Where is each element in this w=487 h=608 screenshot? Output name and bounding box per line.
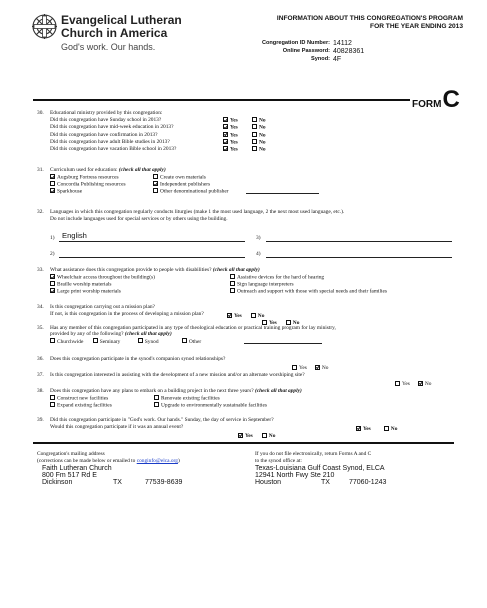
q30-row-adult-bible: Did this congregation have adult Bible studies in 2013? Yes No bbox=[50, 138, 266, 146]
congregation-street: 800 Fm 517 Rd E bbox=[42, 472, 97, 479]
q35-prompt-line2: provided by any of the following? (check all that apply) bbox=[50, 331, 172, 337]
q30-rows bbox=[50, 117, 290, 153]
q30-no-checkbox[interactable] bbox=[252, 132, 257, 137]
synod-office-city: Houston bbox=[255, 479, 282, 486]
language-slot-3-number: 3) bbox=[256, 235, 261, 241]
q31-independent-checkbox[interactable] bbox=[153, 181, 158, 186]
q35-options: Churchwide Seminary Synod Other bbox=[50, 338, 201, 345]
q37-answer: Yes No bbox=[395, 372, 431, 390]
q32-prompt-line2: Do not include languages used for special services or by others using the building. bbox=[50, 216, 228, 222]
q30-row-sunday-school: Did this congregation have Sunday school in 2013? Yes No bbox=[50, 117, 266, 124]
q35-prompt-line1: 35. Has any member of this congregation participated in any type of theological education or practical training program for lay ministry, bbox=[37, 325, 336, 331]
org-name-line1: Evangelical Lutheran bbox=[61, 13, 182, 27]
q34-answer1: Yes No bbox=[227, 304, 264, 322]
elca-cross-logo bbox=[31, 13, 58, 40]
org-name-line2: Church in America bbox=[61, 26, 168, 40]
q33-option-sign: Sign language interpreters bbox=[230, 281, 294, 288]
q36-no-checkbox[interactable] bbox=[315, 365, 320, 370]
q34-developing-yes-checkbox[interactable] bbox=[262, 320, 267, 325]
congregation-id-label: Congregation ID Number: bbox=[261, 40, 330, 46]
q31-option-concordia: Concordia Publishing resources bbox=[50, 181, 126, 188]
q39-participated-no-checkbox[interactable] bbox=[384, 426, 389, 431]
q30-yes-checkbox[interactable] bbox=[223, 124, 228, 129]
language-slot-1-number: 1) bbox=[50, 235, 55, 241]
form-word: FORM bbox=[412, 99, 442, 110]
q35-other-input[interactable] bbox=[244, 343, 322, 344]
q34-mission-plan-yes-checkbox[interactable] bbox=[227, 313, 232, 318]
q39-annual-no-checkbox[interactable] bbox=[262, 433, 267, 438]
q33-sign-checkbox[interactable] bbox=[230, 281, 235, 286]
q39-annual-yes-checkbox[interactable] bbox=[238, 433, 243, 438]
q33-braille-checkbox[interactable] bbox=[50, 281, 55, 286]
congregation-name: Faith Lutheran Church bbox=[42, 465, 112, 472]
synod-office-name: Texas-Louisiana Gulf Coast Synod, ELCA bbox=[255, 465, 385, 472]
q39-participated-yes-checkbox[interactable] bbox=[356, 426, 361, 431]
q38-option-renovate: Renovate existing facilities bbox=[154, 395, 220, 402]
q34-prompt-line2: If not, is this congregation in the process of developing a mission plan? bbox=[50, 311, 204, 317]
q35-synod-checkbox[interactable] bbox=[138, 338, 143, 343]
q38-renovate-checkbox[interactable] bbox=[154, 395, 159, 400]
q34-mission-plan-no-checkbox[interactable] bbox=[251, 313, 256, 318]
form-title-line2: FOR THE YEAR ENDING 2013 bbox=[370, 23, 463, 30]
synod-office-state: TX bbox=[321, 479, 330, 486]
online-password-value: 40828361 bbox=[333, 47, 365, 55]
q36-yes-checkbox[interactable] bbox=[292, 365, 297, 370]
form-label bbox=[412, 86, 460, 114]
q33-prompt: 33. What assistance does this congregation provide to people with disabilities? (check all that apply) bbox=[37, 267, 260, 273]
q31-other-publisher-input[interactable] bbox=[246, 193, 319, 194]
online-password-label: Online Password: bbox=[282, 48, 330, 54]
q35-churchwide-checkbox[interactable] bbox=[50, 338, 55, 343]
q33-outreach-checkbox[interactable] bbox=[230, 288, 235, 293]
q33-option-assistive: Assistive devices for the hard of hearing bbox=[230, 274, 324, 281]
q35-other-checkbox[interactable] bbox=[182, 338, 187, 343]
header-rule bbox=[33, 99, 410, 101]
mailing-address-note: (corrections can be made below or emailed to conginfo@elca.org) bbox=[37, 458, 180, 464]
mailing-address-title: Congregation's mailing address bbox=[37, 451, 105, 457]
congregation-id-value: 14112 bbox=[333, 39, 352, 47]
q38-expand-checkbox[interactable] bbox=[50, 402, 55, 407]
q33-wheelchair-checkbox[interactable] bbox=[50, 274, 55, 279]
q39-prompt-line1: 39. Did this congregation participate in "God's work. Our hands." Sunday, the day of service in September? bbox=[37, 417, 274, 423]
congregation-state: TX bbox=[113, 479, 122, 486]
q38-option-construct: Construct new facilities bbox=[50, 395, 108, 402]
q33-assistive-checkbox[interactable] bbox=[230, 274, 235, 279]
q30-yes-checkbox[interactable] bbox=[223, 132, 228, 137]
q33-option-large-print: Large print worship materials bbox=[50, 288, 121, 295]
q31-option-sparkhouse: Sparkhouse bbox=[50, 188, 82, 195]
footer-rule bbox=[33, 442, 454, 444]
language-slot-2-input[interactable] bbox=[59, 257, 245, 258]
q31-other-denom-checkbox[interactable] bbox=[153, 188, 158, 193]
q34-answer2: Yes No bbox=[262, 311, 299, 329]
q31-option-independent: Independent publishers bbox=[153, 181, 210, 188]
q30-row-midweek: Did this congregation have mid-week education in 2013? Yes No bbox=[50, 124, 266, 131]
q34-developing-no-checkbox[interactable] bbox=[286, 320, 291, 325]
q31-option-create-own: Create own materials bbox=[153, 174, 206, 181]
q38-option-expand: Expand existing facilities bbox=[50, 402, 112, 409]
synod-office-street: 12941 North Fwy Ste 210 bbox=[255, 472, 335, 479]
form-letter: C bbox=[442, 86, 460, 113]
q39-answer1: Yes No bbox=[356, 417, 397, 435]
language-slot-1-input[interactable] bbox=[59, 241, 245, 242]
language-slot-4-input[interactable] bbox=[266, 257, 452, 258]
q39-prompt-line2: Would this congregation participate if it was an annual event? bbox=[50, 424, 184, 430]
synod-label: Synod: bbox=[311, 56, 330, 62]
q30-no-checkbox[interactable] bbox=[252, 139, 257, 144]
q31-concordia-checkbox[interactable] bbox=[50, 181, 55, 186]
q30-no-checkbox[interactable] bbox=[252, 117, 257, 122]
q33-option-braille: Braille worship materials bbox=[50, 281, 112, 288]
q37-yes-checkbox[interactable] bbox=[395, 381, 400, 386]
q30-yes-checkbox[interactable] bbox=[223, 139, 228, 144]
q31-create-own-checkbox[interactable] bbox=[153, 174, 158, 179]
synod-value: 4F bbox=[333, 55, 342, 63]
congregation-zip: 77539-8639 bbox=[145, 479, 183, 486]
q31-option-other-denom: Other denominational publisher bbox=[153, 188, 229, 195]
return-instructions-line1: If you do not file electronically, return Forms A and C bbox=[255, 451, 372, 457]
language-slot-3-input[interactable] bbox=[266, 241, 452, 242]
synod-office-zip: 77060-1243 bbox=[349, 479, 387, 486]
q36-answer: Yes No bbox=[292, 356, 328, 374]
q35-seminary-checkbox[interactable] bbox=[93, 338, 98, 343]
q38-prompt: 38. Does this congregation have any plans to embark on a building project in the next three years? (check all that apply) bbox=[37, 388, 302, 394]
q30-row-confirmation: Did this congregation have confirmation in 2013? Yes No bbox=[50, 131, 266, 139]
q39-answer2: Yes No bbox=[238, 424, 275, 442]
q31-augsburg-checkbox[interactable] bbox=[50, 174, 55, 179]
language-slot-4-number: 4) bbox=[256, 251, 261, 257]
q36-prompt: 36. Does this congregation participate in the synod's companion synod relationships? bbox=[37, 356, 226, 362]
return-instructions-line2: to the synod office at: bbox=[255, 458, 302, 464]
q30-yes-checkbox[interactable] bbox=[223, 146, 228, 151]
q30-no-checkbox[interactable] bbox=[252, 146, 257, 151]
q38-construct-checkbox[interactable] bbox=[50, 395, 55, 400]
q33-option-wheelchair: Wheelchair access throughout the building(s) bbox=[50, 274, 155, 281]
language-slot-1-value: English bbox=[62, 231, 87, 240]
q31-prompt: 31. Curriculum used for education: (check all that apply) bbox=[37, 167, 166, 173]
congregation-city: Dickinson bbox=[42, 479, 73, 486]
q38-option-upgrade: Upgrade to environmentally sustainable facilities bbox=[154, 402, 267, 409]
conginfo-email-link[interactable]: conginfo@elca.org bbox=[136, 458, 178, 464]
q30-row-vbs: Did this congregation have vacation Bible school in 2013? Yes No bbox=[50, 146, 266, 153]
q30-prompt: 30. Educational ministry provided by this congregation: bbox=[37, 110, 163, 116]
q37-prompt: 37. Is this congregation interested in assisting with the development of a new mission and/or an alternate worshiping site? bbox=[37, 372, 305, 378]
q33-option-outreach: Outreach and support with those with special needs and their families bbox=[230, 288, 387, 295]
q38-upgrade-checkbox[interactable] bbox=[154, 402, 159, 407]
q30-yes-checkbox[interactable] bbox=[223, 117, 228, 122]
q31-sparkhouse-checkbox[interactable] bbox=[50, 188, 55, 193]
q34-prompt-line1: 34. Is this congregation carrying out a mission plan? bbox=[37, 304, 155, 310]
q31-option-augsburg: Augsburg Fortress resources bbox=[50, 174, 119, 181]
form-title-line1: INFORMATION ABOUT THIS CONGREGATION'S PROGRAM bbox=[276, 15, 463, 22]
q33-large-print-checkbox[interactable] bbox=[50, 288, 55, 293]
q32-prompt-line1: 32. Languages in which this congregation regularly conducts liturgies (make 1 the most used language, 2 the next most used language, etc.). bbox=[37, 209, 345, 215]
q30-no-checkbox[interactable] bbox=[252, 124, 257, 129]
org-tagline: God's work. Our hands. bbox=[61, 42, 156, 52]
language-slot-2-number: 2) bbox=[50, 251, 55, 257]
q37-no-checkbox[interactable] bbox=[418, 381, 423, 386]
